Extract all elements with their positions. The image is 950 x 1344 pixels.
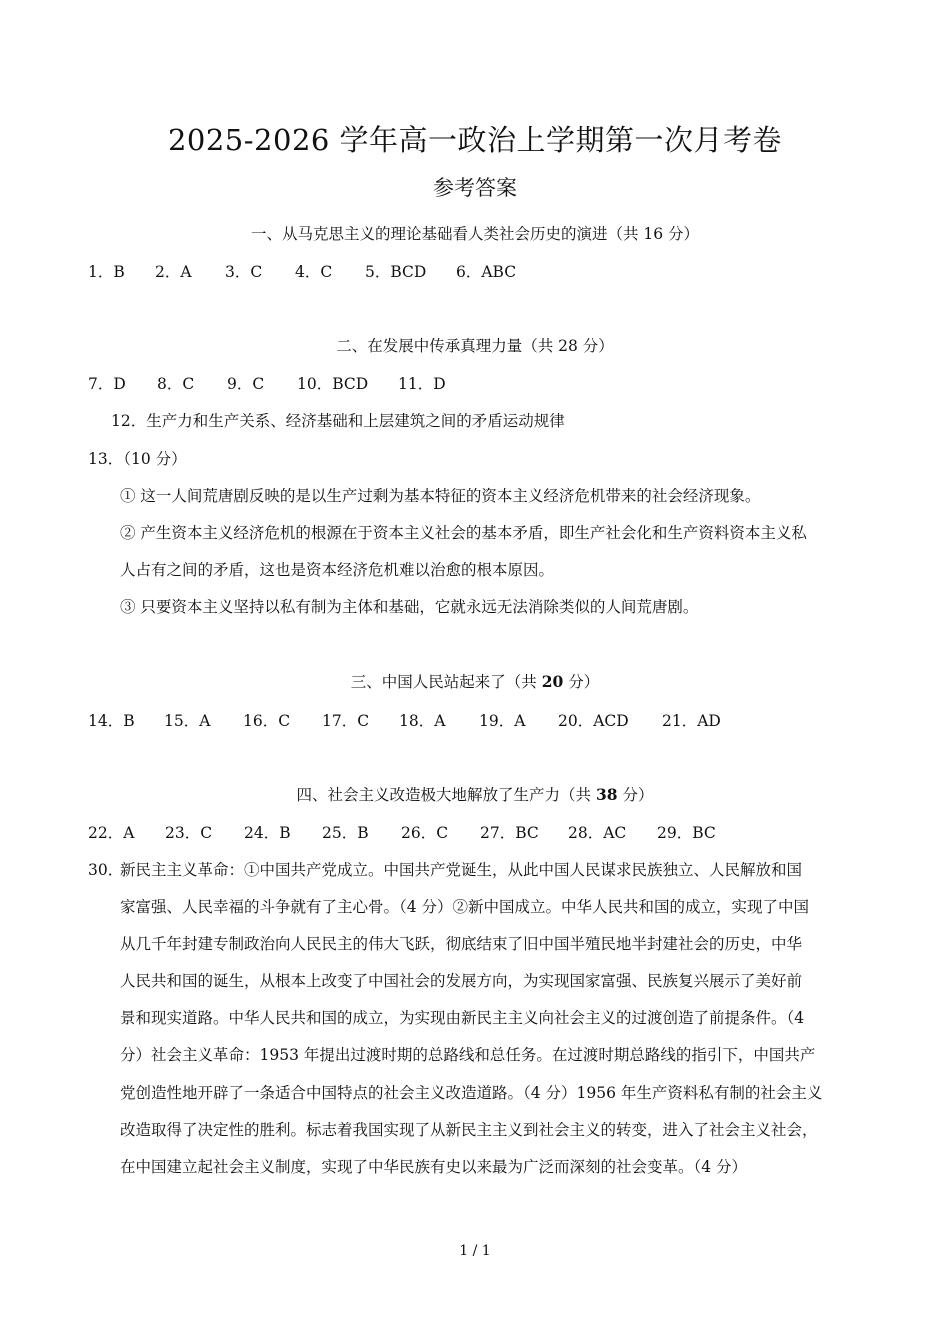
section-3-answers: [88, 709, 721, 731]
answer-item: 25．B: [322, 824, 369, 842]
answer-item: 7．D: [88, 375, 126, 393]
answer-item: 29．BC: [657, 824, 716, 842]
answer-item: 8．C: [157, 375, 195, 393]
answer-item: 24．B: [244, 824, 291, 842]
answer-item: 28．AC: [568, 824, 627, 842]
answer-item: 16．C: [243, 712, 291, 730]
question-13-item: ③ 只要资本主义坚持以私有制为主体和基础，它就永远无法消除类似的人间荒唐剧。: [120, 598, 699, 616]
section-1-heading: 一、从马克思主义的理论基础看人类社会历史的演进（共 16 分）: [250, 225, 700, 243]
question-30-line: 人民共和国的诞生，从根本上改变了中国社会的发展方向，为实现国家富强、民族复兴展示了美好前: [120, 972, 803, 990]
question-30-line: 党创造性地开辟了一条适合中国特点的社会主义改造道路。（4 分）1956 年生产资料私有制的社会主义: [120, 1084, 823, 1102]
answer-item: 22．A: [88, 824, 135, 842]
answer-item: 15．A: [164, 712, 211, 730]
answer-item: 21．AD: [662, 712, 721, 730]
section-2-answers: [88, 372, 446, 394]
answer-item: 27．BC: [480, 824, 539, 842]
answer-item: 6．ABC: [456, 263, 517, 281]
answer-item: 18．A: [399, 712, 446, 730]
question-30-line: 在中国建立起社会主义制度，实现了中华民族有史以来最为广泛而深刻的社会变革。（4 分）: [120, 1158, 748, 1176]
question-30-label: 30．: [88, 861, 124, 879]
question-30-line: 景和现实道路。中华人民共和国的成立，为实现由新民主主义向社会主义的过渡创造了前提条件。（4: [120, 1009, 805, 1027]
answer-item: 20．ACD: [558, 712, 629, 730]
question-13-item: ① 这一人间荒唐剧反映的是以生产过剩为基本特征的资本主义经济危机带来的社会经济现象。: [120, 487, 761, 505]
question-13-item: ② 产生资本主义经济危机的根源在于资本主义社会的基本矛盾，即生产社会化和生产资料资本主义私: [120, 524, 807, 542]
document-subtitle: 参考答案: [433, 176, 517, 200]
question-30-line: 改造取得了决定性的胜利。标志着我国实现了从新民主主义到社会主义的转变，进入了社会主义社会，: [120, 1121, 818, 1139]
question-30-line: 分）社会主义革命：1953 年提出过渡时期的总路线和总任务。在过渡时期总路线的指引下，中国共产: [120, 1046, 816, 1064]
answer-item: 14．B: [88, 712, 135, 730]
answer-item: 4．C: [295, 263, 333, 281]
section-3-heading: 三、中国人民站起来了（共 20 分）: [350, 672, 600, 691]
question-12-answer: 12．生产力和生产关系、经济基础和上层建筑之间的矛盾运动规律: [111, 412, 565, 430]
answer-item: 1．B: [88, 263, 125, 281]
document-title: 2025-2026 学年高一政治上学期第一次月考卷: [167, 123, 783, 157]
answer-item: 17．C: [322, 712, 370, 730]
question-30-line: 新民主主义革命：①中国共产党成立。中国共产党诞生，从此中国人民谋求民族独立、人民解放和国: [120, 861, 803, 879]
answer-item: 2．A: [155, 263, 192, 281]
section-4-answers: [88, 821, 716, 843]
section-4-heading: 四、社会主义改造极大地解放了生产力（共 38 分）: [296, 785, 654, 804]
answer-item: 19．A: [479, 712, 526, 730]
answer-item: 10．BCD: [297, 375, 369, 393]
answer-item: 5．BCD: [365, 263, 427, 281]
question-30-line: 从几千年封建专制政治向人民民主的伟大飞跃，彻底结束了旧中国半殖民地半封建社会的历史，中华: [120, 935, 803, 953]
section-2-heading: 二、在发展中传承真理力量（共 28 分）: [336, 337, 614, 355]
answer-item: 9．C: [227, 375, 265, 393]
page-number: 1 / 1: [459, 1243, 491, 1259]
question-13-label: 13．（10 分）: [88, 450, 187, 468]
question-13-item: 人占有之间的矛盾，这也是资本经济危机难以治愈的根本原因。: [120, 561, 555, 579]
answer-item: 3．C: [225, 263, 263, 281]
answer-item: 26．C: [401, 824, 449, 842]
question-30-line: 家富强、人民幸福的斗争就有了主心骨。（4 分）②新中国成立。中华人民共和国的成立，实现了中国: [120, 898, 810, 916]
answer-item: 23．C: [165, 824, 213, 842]
section-1-answers: [88, 260, 516, 282]
answer-item: 11．D: [398, 375, 446, 393]
